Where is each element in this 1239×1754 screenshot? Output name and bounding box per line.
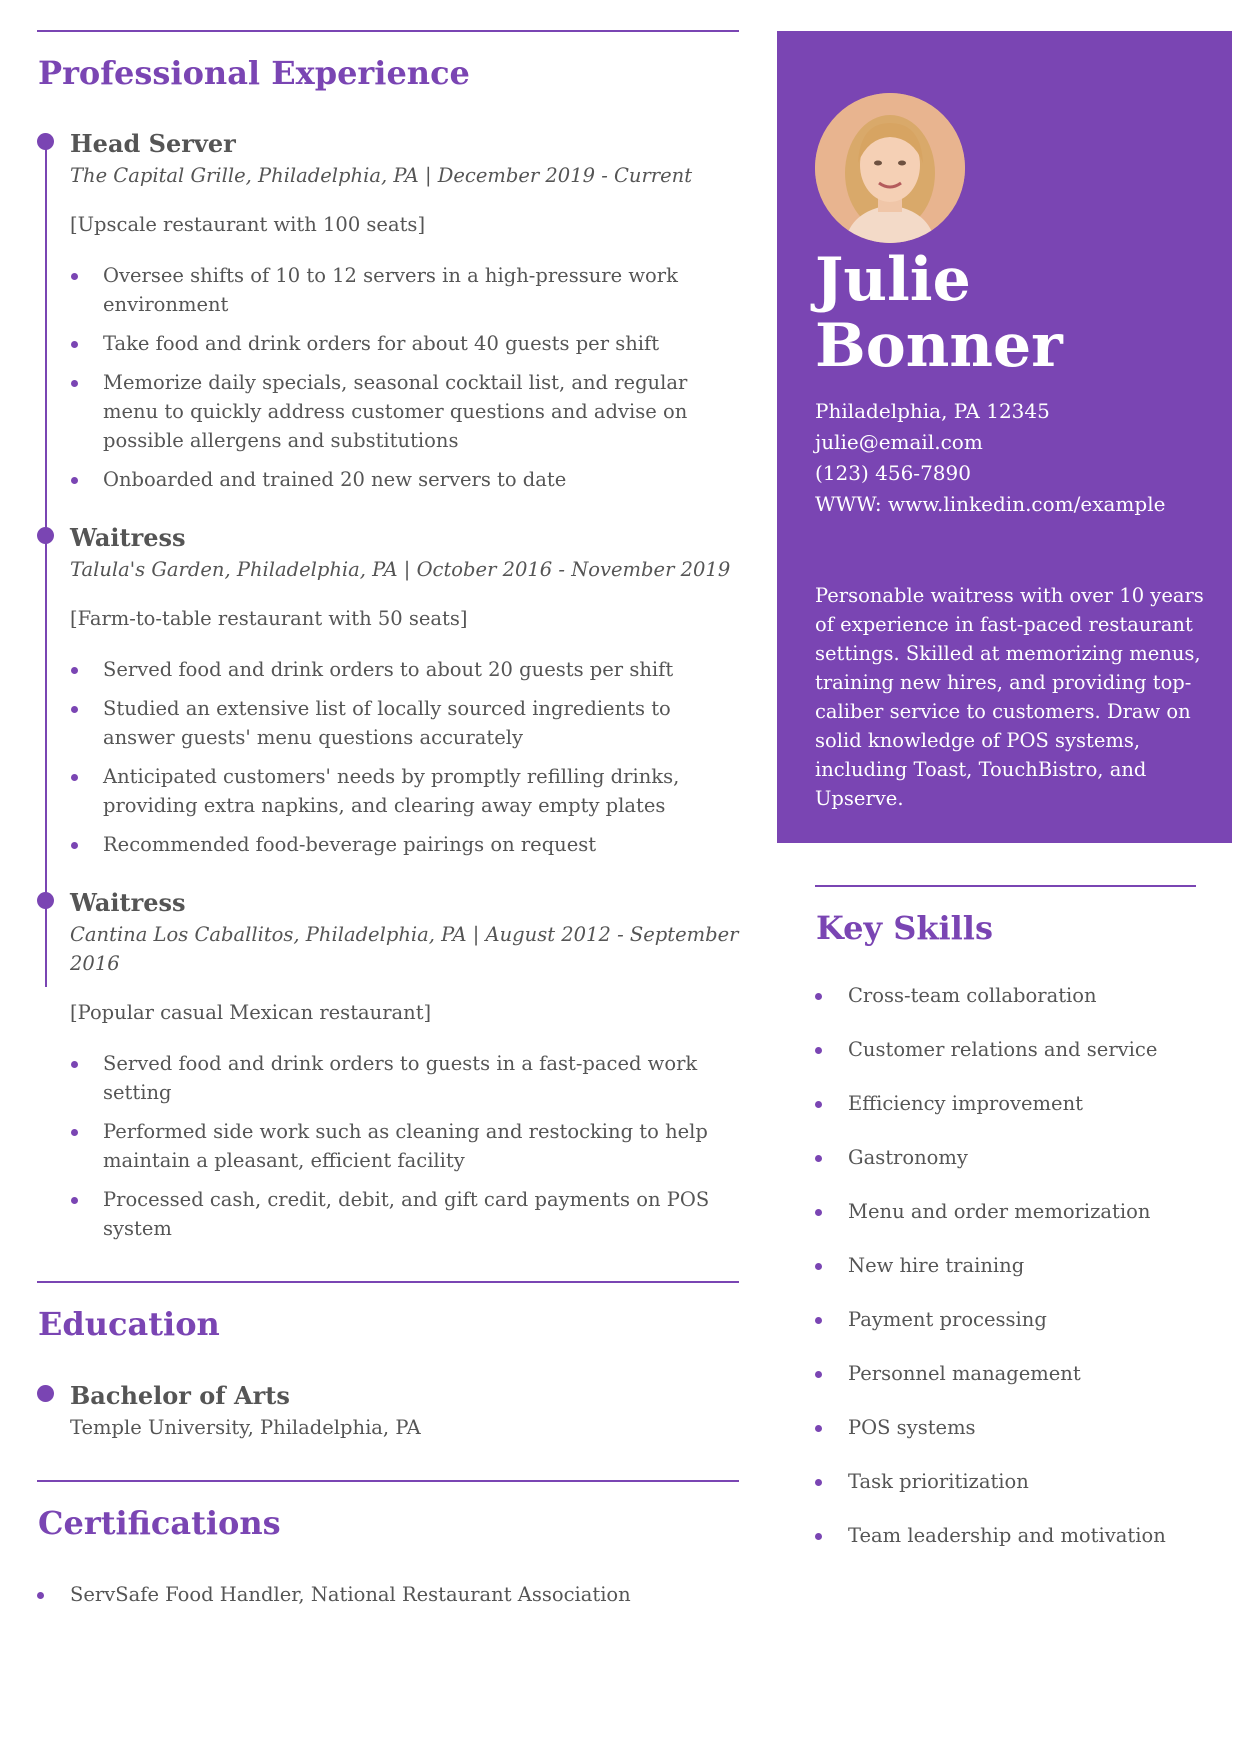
timeline-dot-icon [37,892,54,909]
job-meta: The Capital Grille, Philadelphia, PA | December 2019 - Current [70,164,693,188]
job-title: Waitress [70,888,186,918]
list-item: Anticipated customers' needs by promptly refilling drinks, providing extra napkins, and clearing away empty plates [70,762,739,820]
job-bullets [70,261,739,494]
main-column [37,30,739,1609]
list-item: Processed cash, credit, debit, and gift card payments on POS system [70,1185,739,1243]
list-item: Team leadership and motivation [815,1521,1196,1550]
job-bullets [70,655,739,859]
certifications-list [37,1580,739,1609]
section-divider [37,1281,739,1283]
job-title: Waitress [70,523,186,553]
job-description: [Upscale restaurant with 100 seats] [70,213,426,237]
profile-sidebar [777,31,1232,843]
section-divider [815,885,1196,887]
email-address: julie@email.com [815,430,983,454]
list-item: POS systems [815,1413,1196,1442]
profile-summary: Personable waitress with over 10 years of experience in fast-paced restaurant settings. Skilled at memorizing menus, training new hires, and providing top-caliber service to customers. Draw on solid knowledge of POS systems, including Toast, TouchBistro, and Upserve. [815,584,1204,810]
education-entry [37,1382,739,1442]
last-name: Bonner [815,311,1063,381]
portrait-image [815,93,965,243]
list-item: ServSafe Food Handler, National Restaurant Association [37,1580,739,1609]
timeline-dot-icon [37,133,54,150]
certifications-heading: Certifications [38,1503,281,1542]
list-item: Gastronomy [815,1143,1196,1172]
school-name: Temple University, Philadelphia, PA [70,1415,421,1439]
skills-heading: Key Skills [816,909,993,947]
list-item: Oversee shifts of 10 to 12 servers in a high-pressure work environment [70,261,739,319]
experience-timeline [37,130,739,1243]
list-item: Recommended food-beverage pairings on request [70,830,739,859]
degree-title: Bachelor of Arts [70,1380,290,1410]
job-entry [37,524,739,859]
list-item: Performed side work such as cleaning and restocking to help maintain a pleasant, efficient facility [70,1117,739,1175]
avatar [815,93,965,243]
list-item: Customer relations and service [815,1035,1196,1064]
timeline-dot-icon [37,1385,54,1402]
job-entry [37,130,739,494]
contact-info [815,396,1165,520]
first-name: Julie [815,245,971,315]
section-divider [37,1480,739,1482]
job-description: [Farm-to-table restaurant with 50 seats] [70,607,468,631]
phone-number: (123) 456-7890 [815,461,971,485]
list-item: Served food and drink orders to about 20 guests per shift [70,655,739,684]
website-link: WWW: www.linkedin.com/example [815,492,1166,516]
list-item: Memorize daily specials, seasonal cocktail list, and regular menu to quickly address customer questions and advise on possible allergens and substitutions [70,368,739,455]
section-divider [37,30,739,32]
skills-section [815,885,1196,1575]
job-meta: Cantina Los Caballitos, Philadelphia, PA | August 2012 - September 2016 [70,923,739,976]
candidate-name [815,247,1063,379]
list-item: New hire training [815,1251,1196,1280]
list-item: Efficiency improvement [815,1089,1196,1118]
job-meta: Talula's Garden, Philadelphia, PA | October 2016 - November 2019 [70,558,731,582]
job-title: Head Server [70,129,236,159]
list-item: Task prioritization [815,1467,1196,1496]
education-heading: Education [38,1305,220,1344]
job-entry [37,889,739,1243]
job-description: [Popular casual Mexican restaurant] [70,1001,432,1025]
skills-list [815,981,1196,1550]
job-bullets [70,1049,739,1243]
list-item: Personnel management [815,1359,1196,1388]
list-item: Onboarded and trained 20 new servers to date [70,465,739,494]
experience-heading: Professional Experience [38,54,470,92]
list-item: Served food and drink orders to guests in a fast-paced work setting [70,1049,739,1107]
list-item: Menu and order memorization [815,1197,1196,1226]
address: Philadelphia, PA 12345 [815,399,1050,423]
list-item: Studied an extensive list of locally sourced ingredients to answer guests' menu questions accurately [70,694,739,752]
list-item: Payment processing [815,1305,1196,1334]
list-item: Take food and drink orders for about 40 guests per shift [70,329,739,358]
timeline-dot-icon [37,527,54,544]
list-item: Cross-team collaboration [815,981,1196,1010]
